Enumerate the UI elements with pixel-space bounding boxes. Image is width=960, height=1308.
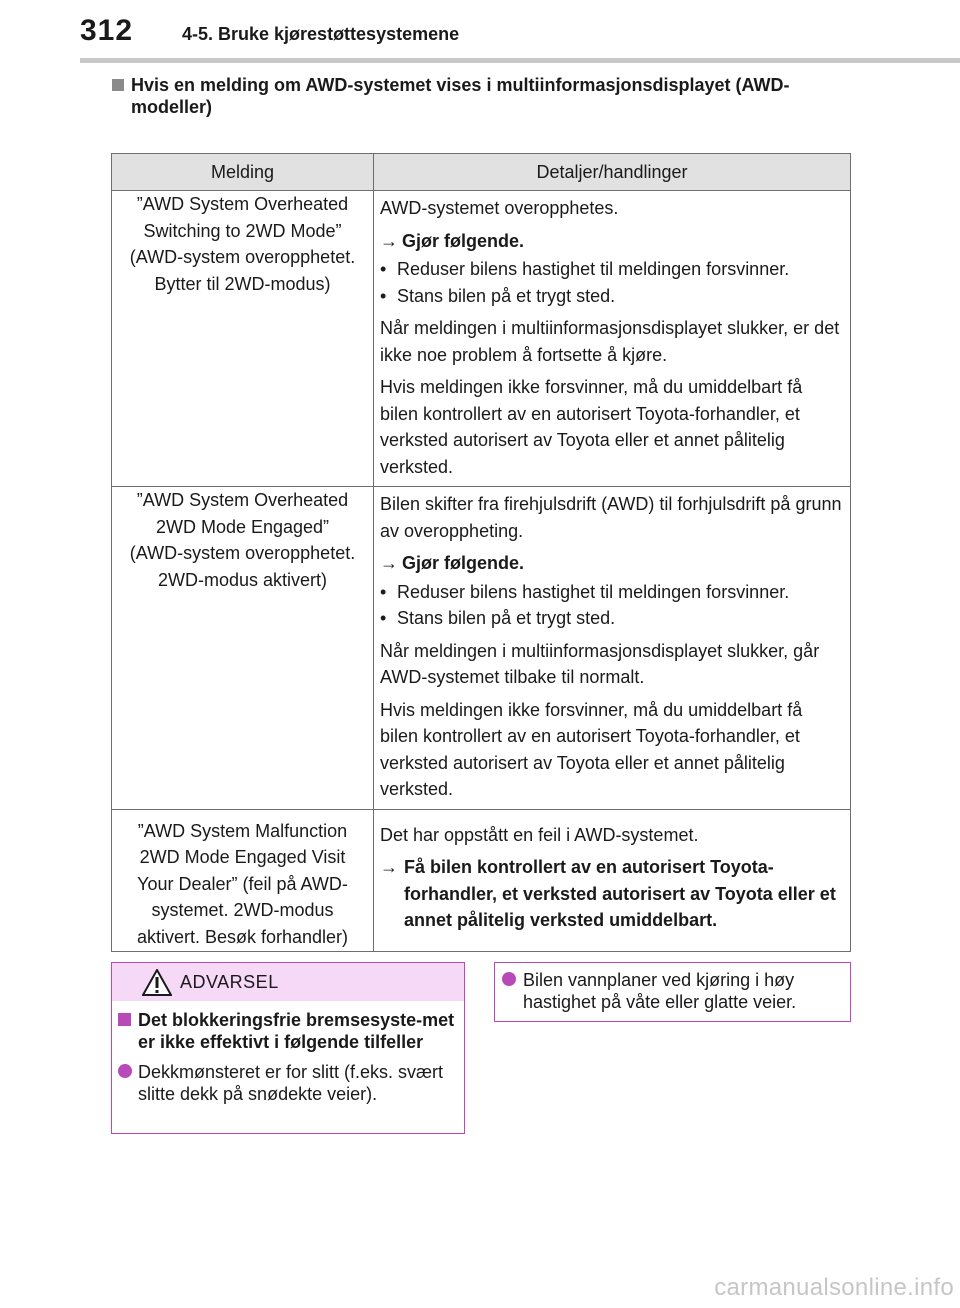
section-title: 4-5. Bruke kjørestøttesystemene: [182, 24, 460, 44]
details-paragraph: Hvis meldingen ikke forsvinner, må du umiddelbart få bilen kontrollert av en autorisert Toyota-forhandler, et verksted autorisert av Toyota eller et annet pålitelig verksted.: [380, 699, 803, 799]
message-line: 2WD Mode Engaged Visit: [139, 847, 346, 867]
message-cell: [112, 191, 374, 487]
action-text: Gjør følgende.: [402, 553, 525, 573]
arrow-icon: →: [380, 230, 398, 251]
list-item: • Reduser bilens hastighet til meldingen forsvinner.: [380, 579, 844, 606]
bullet-dot-icon: [118, 1064, 132, 1078]
warning-triangle-icon: [142, 969, 172, 996]
message-line: Bytter til 2WD-modus): [154, 273, 331, 294]
details-cell: [374, 809, 851, 951]
details-paragraph: Hvis meldingen ikke forsvinner, må du umiddelbart få bilen kontrollert av en autorisert Toyota-forhandler, et verksted autorisert av Toyota eller et annet pålitelig verksted.: [380, 377, 803, 477]
action-line: [380, 854, 844, 934]
bullet-list: [380, 579, 844, 632]
list-item: • Stans bilen på et trygt sted.: [380, 605, 844, 632]
warning-heading: [118, 1009, 456, 1053]
arrow-icon: →: [380, 857, 398, 877]
action-text: Få bilen kontrollert av en autorisert Toyota-forhandler, et verksted autorisert av Toyota eller et annet pålitelig verksted umiddelbart.: [404, 857, 836, 930]
column-header-message: Melding: [112, 154, 374, 191]
column-header-details: Detaljer/handlinger: [374, 154, 851, 191]
message-line: (AWD-system overopphetet.: [129, 543, 356, 563]
note-box: [494, 962, 851, 1022]
message-cell: [112, 809, 374, 951]
table-row: [112, 191, 851, 487]
page-number: 312: [80, 14, 134, 47]
message-line: systemet. 2WD-modus: [151, 900, 334, 920]
message-table: [111, 153, 851, 952]
details-paragraph: Når meldingen i multiinformasjonsdisplayet slukker, er det ikke noe problem å fortsette å kjøre.: [380, 318, 840, 365]
message-cell: [112, 487, 374, 810]
list-item: • Reduser bilens hastighet til meldingen forsvinner.: [380, 256, 844, 283]
details-paragraph: Når meldingen i multiinformasjonsdisplayet slukker, går AWD-systemet tilbake til normalt.: [380, 640, 820, 687]
note-item: [502, 969, 842, 1013]
details-intro: AWD-systemet overopphetes.: [380, 198, 619, 218]
table-row: [112, 487, 851, 810]
warning-square-icon: [118, 1013, 131, 1026]
message-line: 2WD Mode Engaged”: [155, 516, 330, 537]
message-line: Your Dealer” (feil på AWD-: [137, 873, 348, 894]
message-line: ”AWD System Overheated: [136, 194, 349, 214]
list-item: • Stans bilen på et trygt sted.: [380, 283, 844, 310]
action-text: Gjør følgende.: [402, 230, 525, 251]
table-row: [112, 809, 851, 951]
message-line: 2WD-modus aktivert): [157, 569, 328, 590]
header-rule: [80, 58, 960, 63]
message-line: ”AWD System Overheated: [136, 490, 349, 510]
section-heading: [112, 74, 832, 118]
watermark: carmanualsonline.info: [714, 1274, 954, 1301]
message-line: aktivert. Besøk forhandler): [136, 926, 349, 947]
arrow-icon: →: [380, 553, 398, 573]
heading-text: Hvis en melding om AWD-systemet vises i multiinformasjonsdisplayet (AWD-modeller): [131, 75, 790, 117]
details-intro: Bilen skifter fra firehjulsdrift (AWD) til forhjulsdrift på grunn av overoppheting.: [380, 494, 842, 541]
warning-body: [112, 1001, 464, 1105]
message-line: (AWD-system overopphetet.: [129, 247, 356, 267]
warning-item: [118, 1061, 456, 1105]
note-item-text: Bilen vannplaner ved kjøring i høy hastighet på våte eller glatte veier.: [523, 970, 797, 1012]
message-line: Switching to 2WD Mode”: [143, 220, 342, 241]
bullet-dot-icon: [502, 972, 516, 986]
table-header-row: [112, 154, 851, 191]
details-intro: Det har oppstått en feil i AWD-systemet.: [380, 824, 699, 845]
heading-square-icon: [112, 79, 124, 91]
warning-box: [111, 962, 465, 1134]
action-line: [380, 228, 844, 255]
warning-item-text: Dekkmønsteret er for slitt (f.eks. svært slitte dekk på snødekte veier).: [138, 1062, 444, 1104]
warning-header: [112, 963, 464, 1001]
bullet-list: [380, 256, 844, 309]
details-cell: [374, 191, 851, 487]
warning-heading-text: Det blokkeringsfrie bremsesyste-met er ikke effektivt i følgende tilfeller: [138, 1010, 455, 1052]
warning-title: ADVARSEL: [180, 972, 279, 992]
message-line: ”AWD System Malfunction: [137, 820, 348, 841]
details-cell: [374, 487, 851, 810]
action-line: [380, 550, 844, 577]
